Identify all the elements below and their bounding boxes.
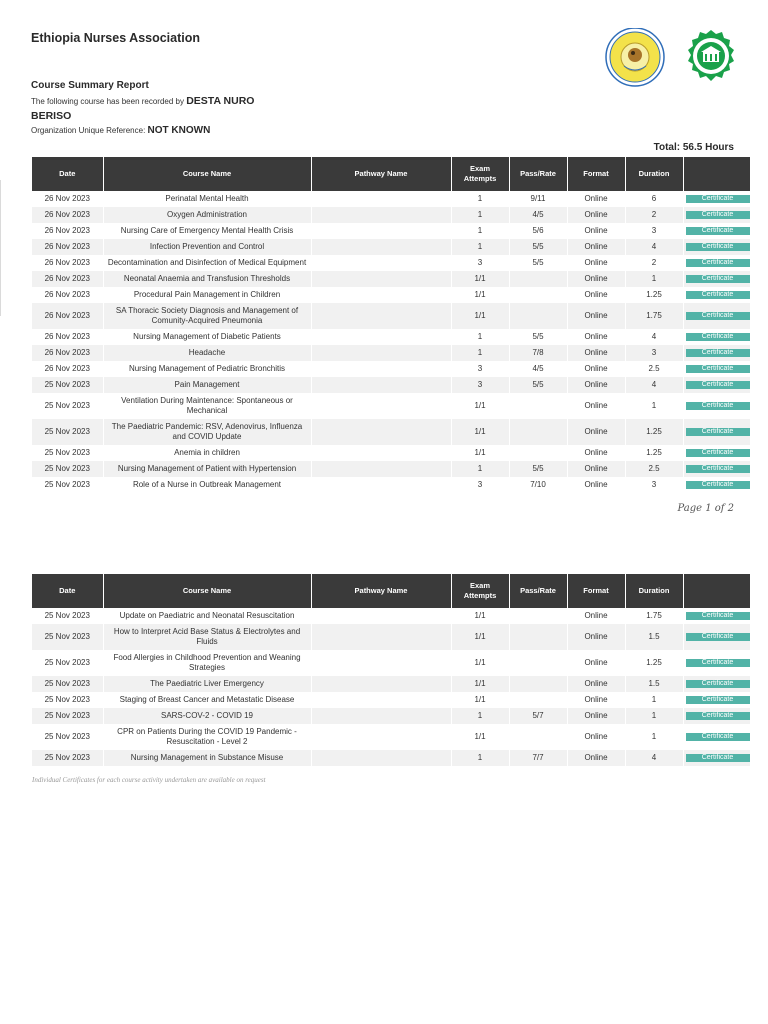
cell-pathway-name (311, 223, 451, 239)
cell-pathway-name (311, 361, 451, 377)
table-row (32, 477, 750, 493)
cell-date: 26 Nov 2023 (32, 303, 103, 329)
cell-pathway-name (311, 191, 451, 207)
cell-date: 26 Nov 2023 (32, 239, 103, 255)
table-row (32, 207, 750, 223)
cell-duration: 1.25 (625, 287, 683, 303)
seal-logo-icon (688, 30, 734, 81)
cell-date: 25 Nov 2023 (32, 692, 103, 708)
cell-format: Online (567, 329, 625, 345)
cell-exam-attempts: 1/1 (451, 676, 509, 692)
cell-exam-attempts: 3 (451, 377, 509, 393)
cell-course-name: Decontamination and Disinfection of Medical Equipment (103, 255, 311, 271)
logos (604, 28, 738, 88)
table-row (32, 393, 750, 419)
cell-date: 25 Nov 2023 (32, 708, 103, 724)
certificate-link[interactable]: Certificate (686, 659, 750, 667)
cell-date: 26 Nov 2023 (32, 287, 103, 303)
cell-date: 25 Nov 2023 (32, 445, 103, 461)
cell-exam-attempts: 1/1 (451, 692, 509, 708)
table-header-row (32, 574, 750, 608)
cell-duration: 4 (625, 750, 683, 766)
certificate-link[interactable]: Certificate (686, 733, 750, 741)
cell-date: 26 Nov 2023 (32, 329, 103, 345)
table-row (32, 223, 750, 239)
certificate-link[interactable]: Certificate (686, 365, 750, 373)
cell-pass-rate (509, 624, 567, 650)
certificate-link[interactable]: Certificate (686, 211, 750, 219)
table-row (32, 255, 750, 271)
cell-certificate (683, 223, 750, 239)
cell-format: Online (567, 271, 625, 287)
cell-course-name: Food Allergies in Childhood Prevention and Weaning Strategies (103, 650, 311, 676)
cell-course-name: Staging of Breast Cancer and Metastatic Disease (103, 692, 311, 708)
cell-course-name: Update on Paediatric and Neonatal Resuscitation (103, 608, 311, 624)
table-row (32, 650, 750, 676)
header-date: Date (32, 574, 103, 608)
cell-certificate (683, 377, 750, 393)
cell-certificate (683, 461, 750, 477)
table-row (32, 361, 750, 377)
cell-course-name: Infection Prevention and Control (103, 239, 311, 255)
cell-duration: 2 (625, 255, 683, 271)
cell-format: Online (567, 477, 625, 493)
cell-date: 26 Nov 2023 (32, 191, 103, 207)
cell-pathway-name (311, 287, 451, 303)
cell-exam-attempts: 1/1 (451, 419, 509, 445)
cell-pathway-name (311, 750, 451, 766)
cell-format: Online (567, 303, 625, 329)
certificate-link[interactable]: Certificate (686, 243, 750, 251)
certificate-link[interactable]: Certificate (686, 227, 750, 235)
table-row (32, 377, 750, 393)
cell-pass-rate (509, 271, 567, 287)
cell-course-name: Headache (103, 345, 311, 361)
header-course-name: Course Name (103, 574, 311, 608)
certificate-link[interactable]: Certificate (686, 633, 750, 641)
cell-exam-attempts: 1/1 (451, 303, 509, 329)
cell-date: 25 Nov 2023 (32, 724, 103, 750)
cell-exam-attempts: 3 (451, 361, 509, 377)
orgref-value: NOT KNOWN (147, 125, 211, 136)
cell-exam-attempts: 3 (451, 477, 509, 493)
table-row (32, 191, 750, 207)
header-format: Format (567, 574, 625, 608)
certificate-link[interactable]: Certificate (686, 612, 750, 620)
cell-course-name: Nursing Management of Diabetic Patients (103, 329, 311, 345)
cell-duration: 4 (625, 329, 683, 345)
certificate-link[interactable]: Certificate (686, 275, 750, 283)
cell-pass-rate: 9/11 (509, 191, 567, 207)
cell-certificate (683, 445, 750, 461)
table-row (32, 724, 750, 750)
table-row (32, 692, 750, 708)
org-reference (31, 125, 210, 136)
cell-exam-attempts: 1 (451, 207, 509, 223)
cell-format: Online (567, 377, 625, 393)
cell-format: Online (567, 207, 625, 223)
cell-pathway-name (311, 303, 451, 329)
cell-date: 26 Nov 2023 (32, 255, 103, 271)
table-header-row (32, 157, 750, 191)
cell-course-name: Procedural Pain Management in Children (103, 287, 311, 303)
cell-duration: 1.75 (625, 303, 683, 329)
cell-duration: 4 (625, 239, 683, 255)
cell-duration: 1.75 (625, 608, 683, 624)
cell-format: Online (567, 676, 625, 692)
cell-format: Online (567, 287, 625, 303)
cell-certificate (683, 345, 750, 361)
recorded-name: DESTA NURO BERISO (31, 95, 255, 122)
cell-date: 25 Nov 2023 (32, 608, 103, 624)
certificate-link[interactable]: Certificate (686, 349, 750, 357)
cell-duration: 1 (625, 692, 683, 708)
cell-exam-attempts: 1/1 (451, 271, 509, 287)
table-row (32, 461, 750, 477)
cell-format: Online (567, 750, 625, 766)
cell-certificate (683, 361, 750, 377)
cell-exam-attempts: 1/1 (451, 650, 509, 676)
cell-pass-rate: 5/5 (509, 239, 567, 255)
recorded-by (31, 94, 291, 124)
certificate-link[interactable]: Certificate (686, 754, 750, 762)
header-certificate (683, 157, 750, 191)
certificate-link[interactable]: Certificate (686, 449, 750, 457)
cell-certificate (683, 724, 750, 750)
certificate-link[interactable]: Certificate (686, 381, 750, 389)
cell-date: 26 Nov 2023 (32, 207, 103, 223)
table-row (32, 624, 750, 650)
cell-format: Online (567, 191, 625, 207)
cell-pass-rate (509, 393, 567, 419)
cell-format: Online (567, 608, 625, 624)
cell-certificate (683, 303, 750, 329)
cell-date: 25 Nov 2023 (32, 650, 103, 676)
cell-pathway-name (311, 419, 451, 445)
footnote: Individual Certificates for each course activity undertaken are available on request (32, 776, 266, 784)
cell-certificate (683, 750, 750, 766)
cell-pathway-name (311, 692, 451, 708)
cell-duration: 2.5 (625, 461, 683, 477)
cell-format: Online (567, 419, 625, 445)
cell-course-name: SA Thoracic Society Diagnosis and Management of Comunity-Acquired Pneumonia (103, 303, 311, 329)
cell-format: Online (567, 624, 625, 650)
certificate-link[interactable]: Certificate (686, 696, 750, 704)
cell-certificate (683, 708, 750, 724)
cell-format: Online (567, 239, 625, 255)
cell-pathway-name (311, 708, 451, 724)
cell-exam-attempts: 1/1 (451, 608, 509, 624)
certificate-link[interactable]: Certificate (686, 333, 750, 341)
header-pathway-name: Pathway Name (311, 574, 451, 608)
certificate-link[interactable]: Certificate (686, 428, 750, 436)
cell-certificate (683, 650, 750, 676)
cell-certificate (683, 239, 750, 255)
page-number: Page 1 of 2 (677, 503, 734, 514)
cell-exam-attempts: 1 (451, 329, 509, 345)
cell-pathway-name (311, 271, 451, 287)
cell-date: 25 Nov 2023 (32, 393, 103, 419)
recorded-prefix: The following course has been recorded by (31, 97, 184, 106)
course-table-page1 (32, 157, 750, 493)
cell-course-name: Pain Management (103, 377, 311, 393)
course-table-page2 (32, 574, 750, 766)
header-course-name: Course Name (103, 157, 311, 191)
cell-date: 26 Nov 2023 (32, 223, 103, 239)
cell-pass-rate: 4/5 (509, 361, 567, 377)
cell-date: 26 Nov 2023 (32, 345, 103, 361)
cell-date: 25 Nov 2023 (32, 477, 103, 493)
cell-certificate (683, 676, 750, 692)
cell-duration: 3 (625, 345, 683, 361)
cell-format: Online (567, 692, 625, 708)
cell-certificate (683, 419, 750, 445)
table-row (32, 287, 750, 303)
cell-format: Online (567, 708, 625, 724)
certificate-link[interactable]: Certificate (686, 680, 750, 688)
cell-pathway-name (311, 255, 451, 271)
cell-pathway-name (311, 650, 451, 676)
header-date: Date (32, 157, 103, 191)
total-hours (654, 142, 734, 153)
cell-exam-attempts: 1/1 (451, 287, 509, 303)
cell-course-name: Nursing Care of Emergency Mental Health Crisis (103, 223, 311, 239)
cell-pathway-name (311, 345, 451, 361)
cell-course-name: Nursing Management of Pediatric Bronchitis (103, 361, 311, 377)
cell-date: 25 Nov 2023 (32, 419, 103, 445)
cell-certificate (683, 287, 750, 303)
cell-course-name: The Paediatric Pandemic: RSV, Adenovirus, Influenza and COVID Update (103, 419, 311, 445)
cell-certificate (683, 271, 750, 287)
cell-certificate (683, 255, 750, 271)
table-row (32, 750, 750, 766)
cell-duration: 1 (625, 708, 683, 724)
cell-duration: 1.5 (625, 624, 683, 650)
cell-duration: 1 (625, 393, 683, 419)
cell-pass-rate: 5/6 (509, 223, 567, 239)
cell-pathway-name (311, 239, 451, 255)
cell-course-name: CPR on Patients During the COVID 19 Pandemic - Resuscitation - Level 2 (103, 724, 311, 750)
cell-course-name: Role of a Nurse in Outbreak Management (103, 477, 311, 493)
cell-format: Online (567, 724, 625, 750)
cell-pass-rate: 4/5 (509, 207, 567, 223)
cell-exam-attempts: 1 (451, 461, 509, 477)
table-row (32, 329, 750, 345)
cell-course-name: Anemia in children (103, 445, 311, 461)
cell-duration: 2 (625, 207, 683, 223)
org-name: Ethiopia Nurses Association (31, 31, 201, 45)
cell-pathway-name (311, 329, 451, 345)
cell-pathway-name (311, 207, 451, 223)
cell-certificate (683, 477, 750, 493)
cell-course-name: How to Interpret Acid Base Status & Electrolytes and Fluids (103, 624, 311, 650)
report-title: Course Summary Report (31, 80, 149, 91)
table-row (32, 608, 750, 624)
cell-duration: 1.5 (625, 676, 683, 692)
table-row (32, 271, 750, 287)
cell-format: Online (567, 461, 625, 477)
cell-certificate (683, 624, 750, 650)
certificate-link[interactable]: Certificate (686, 291, 750, 299)
cell-exam-attempts: 1 (451, 345, 509, 361)
cell-pathway-name (311, 724, 451, 750)
cell-date: 25 Nov 2023 (32, 624, 103, 650)
cell-exam-attempts: 3 (451, 255, 509, 271)
cell-format: Online (567, 393, 625, 419)
cell-duration: 3 (625, 223, 683, 239)
certificate-link[interactable]: Certificate (686, 402, 750, 410)
cell-pass-rate (509, 303, 567, 329)
cell-pathway-name (311, 377, 451, 393)
header-duration: Duration (625, 157, 683, 191)
certificate-link[interactable]: Certificate (686, 259, 750, 267)
cell-certificate (683, 692, 750, 708)
cell-date: 25 Nov 2023 (32, 750, 103, 766)
cell-date: 25 Nov 2023 (32, 676, 103, 692)
cell-certificate (683, 608, 750, 624)
cell-course-name: Nursing Management in Substance Misuse (103, 750, 311, 766)
cell-pass-rate: 7/7 (509, 750, 567, 766)
table-row (32, 303, 750, 329)
header-duration: Duration (625, 574, 683, 608)
certificate-link[interactable]: Certificate (686, 195, 750, 203)
cell-duration: 3 (625, 477, 683, 493)
header-exam-attempts: Exam Attempts (451, 574, 509, 608)
header-format: Format (567, 157, 625, 191)
cell-pass-rate: 5/5 (509, 377, 567, 393)
certificate-link[interactable]: Certificate (686, 312, 750, 320)
cell-certificate (683, 191, 750, 207)
cell-pass-rate (509, 608, 567, 624)
header-pass-rate: Pass/Rate (509, 157, 567, 191)
cell-certificate (683, 393, 750, 419)
cell-exam-attempts: 1/1 (451, 393, 509, 419)
cell-duration: 6 (625, 191, 683, 207)
cell-pass-rate (509, 287, 567, 303)
header-pass-rate: Pass/Rate (509, 574, 567, 608)
cell-duration: 4 (625, 377, 683, 393)
cell-pathway-name (311, 676, 451, 692)
cell-format: Online (567, 255, 625, 271)
cell-pathway-name (311, 624, 451, 650)
cell-certificate (683, 207, 750, 223)
header-certificate (683, 574, 750, 608)
cell-pass-rate: 5/5 (509, 255, 567, 271)
table-row (32, 419, 750, 445)
cell-pass-rate: 5/7 (509, 708, 567, 724)
header-pathway-name: Pathway Name (311, 157, 451, 191)
cell-exam-attempts: 1/1 (451, 724, 509, 750)
cell-pass-rate (509, 676, 567, 692)
cell-exam-attempts: 1 (451, 223, 509, 239)
cell-format: Online (567, 223, 625, 239)
cell-course-name: SARS-COV-2 - COVID 19 (103, 708, 311, 724)
cell-duration: 1.25 (625, 419, 683, 445)
cell-course-name: Ventilation During Maintenance: Spontaneous or Mechanical (103, 393, 311, 419)
cell-pathway-name (311, 477, 451, 493)
cell-pathway-name (311, 461, 451, 477)
cell-certificate (683, 329, 750, 345)
total-hours-label: Total: 56.5 Hours (653, 142, 734, 153)
cell-pass-rate: 7/10 (509, 477, 567, 493)
edge-divider (0, 180, 1, 316)
table-row (32, 676, 750, 692)
cell-pass-rate: 7/8 (509, 345, 567, 361)
cell-date: 26 Nov 2023 (32, 271, 103, 287)
cell-exam-attempts: 1 (451, 239, 509, 255)
cell-duration: 1.25 (625, 650, 683, 676)
cell-pass-rate: 5/5 (509, 329, 567, 345)
ena-logo-icon (606, 28, 664, 86)
cell-format: Online (567, 445, 625, 461)
cell-date: 26 Nov 2023 (32, 361, 103, 377)
cell-pathway-name (311, 445, 451, 461)
cell-course-name: Neonatal Anaemia and Transfusion Thresholds (103, 271, 311, 287)
cell-pathway-name (311, 393, 451, 419)
cell-format: Online (567, 345, 625, 361)
cell-date: 25 Nov 2023 (32, 377, 103, 393)
certificate-link[interactable]: Certificate (686, 712, 750, 720)
cell-pass-rate (509, 692, 567, 708)
cell-course-name: Oxygen Administration (103, 207, 311, 223)
cell-pathway-name (311, 608, 451, 624)
table-row (32, 239, 750, 255)
cell-format: Online (567, 650, 625, 676)
cell-exam-attempts: 1/1 (451, 624, 509, 650)
cell-format: Online (567, 361, 625, 377)
cell-duration: 1 (625, 271, 683, 287)
table-row (32, 345, 750, 361)
cell-pass-rate (509, 445, 567, 461)
cell-duration: 1 (625, 724, 683, 750)
cell-date: 25 Nov 2023 (32, 461, 103, 477)
cell-pass-rate (509, 650, 567, 676)
cell-exam-attempts: 1 (451, 708, 509, 724)
orgref-label: Organization Unique Reference: (31, 126, 146, 135)
table-row (32, 445, 750, 461)
cell-duration: 2.5 (625, 361, 683, 377)
cell-duration: 1.25 (625, 445, 683, 461)
cell-exam-attempts: 1 (451, 750, 509, 766)
cell-exam-attempts: 1 (451, 191, 509, 207)
header-exam-attempts: Exam Attempts (451, 157, 509, 191)
cell-course-name: Perinatal Mental Health (103, 191, 311, 207)
cell-course-name: Nursing Management of Patient with Hypertension (103, 461, 311, 477)
table-row (32, 708, 750, 724)
cell-exam-attempts: 1/1 (451, 445, 509, 461)
cell-pass-rate (509, 724, 567, 750)
certificate-link[interactable]: Certificate (686, 481, 750, 489)
certificate-link[interactable]: Certificate (686, 465, 750, 473)
cell-pass-rate (509, 419, 567, 445)
cell-pass-rate: 5/5 (509, 461, 567, 477)
cell-course-name: The Paediatric Liver Emergency (103, 676, 311, 692)
